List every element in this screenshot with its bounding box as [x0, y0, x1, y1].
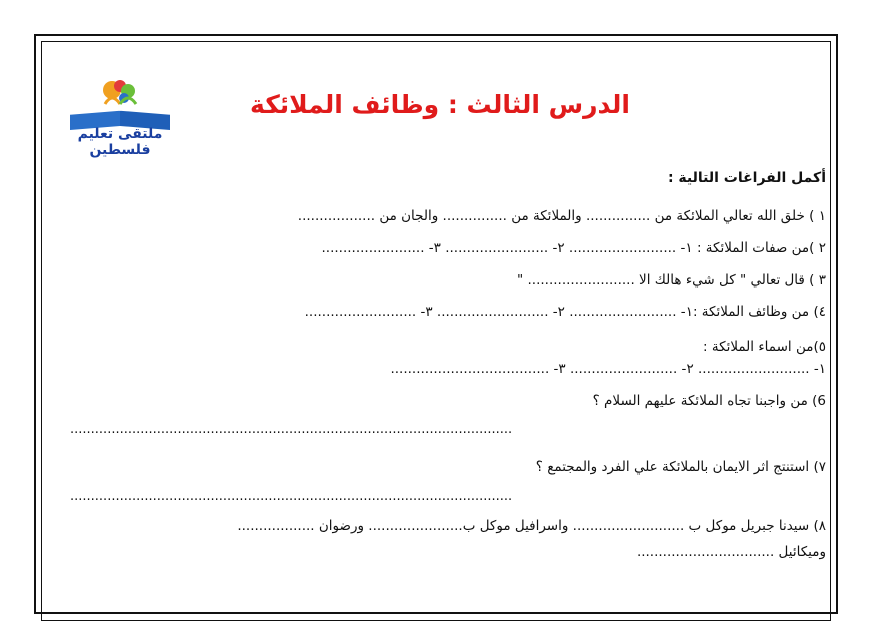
question-5-items: ١- .......................... ٢- ......................... ٣- .....................................: [390, 361, 826, 377]
question-8: ٨) سيدنا جبريل موكل ب .......................... واسرافيل موكل ب...................... ورضوان ..................: [237, 518, 826, 534]
question-2: ٢ )من صفات الملائكة : ١- ......................... ٢- ........................ ٣- ........................: [321, 240, 826, 256]
instructions-heading: أكمل الفراغات التالية :: [667, 170, 826, 186]
question-6: 6) من واجبنا تجاه الملائكة عليهم السلام ؟: [592, 393, 826, 409]
question-4: ٤) من وظائف الملائكة :١- ......................... ٢- .......................... ٣- ..........................: [304, 304, 826, 320]
question-6-answer-line: ...........................................................................................................: [70, 422, 513, 437]
question-7-answer-line: ...........................................................................................................: [70, 489, 513, 504]
question-3: ٣ ) قال تعالي " كل شيء هالك الا ......................... ": [516, 272, 826, 288]
question-5-label: ٥)من اسماء الملائكة :: [703, 339, 826, 355]
page-title: الدرس الثالث : وظائف الملائكة: [250, 90, 630, 119]
question-1: ١ ) خلق الله تعالي الملائكة من ............... والملائكة من ............... والجان من ..................: [297, 208, 826, 224]
logo-text: ملتقى تعليم فلسطين: [77, 126, 163, 158]
question-7: ٧) استنتج اثر الايمان بالملائكة علي الفرد والمجتمع ؟: [535, 459, 826, 475]
question-8-continued: وميكائيل ................................: [636, 544, 826, 560]
